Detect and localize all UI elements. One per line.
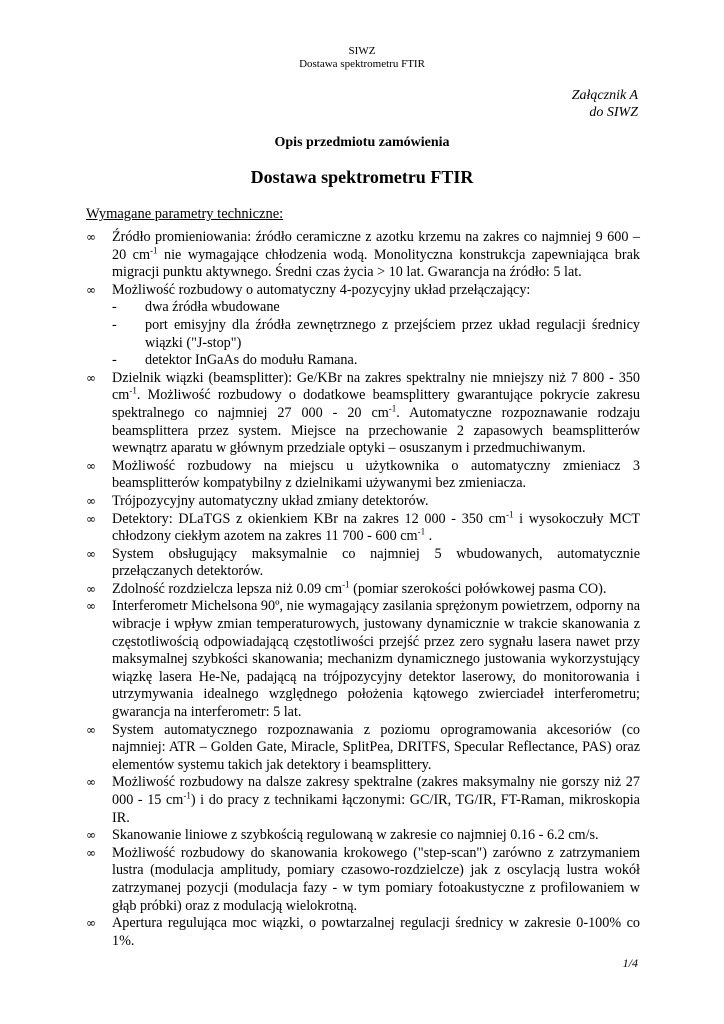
sub-list-item: - port emisyjny dla źródła zewnętrznego z przejściem przez układ regulacji średnicy wiązki ("J-stop")	[112, 316, 640, 351]
sub-list	[112, 299, 640, 369]
attachment-line-1: Załącznik A	[571, 88, 638, 103]
list-item: ∞ Dzielnik wiązki (beamsplitter): Ge/KBr na zakres spektralny nie mniejszy niż 7 800 - 350 $cm^{-1}$. Możliwość rozbudowy o dodatkowe beamsplittery gwarantujące pokrycie zakresu spektralnego co najmniej 27 000 - 20 $cm^{-1}$. Automatyczne rozpoznawanie rodzaju beamsplittera przez system. Miejsce na przechowanie 2 zapasowych beamsplitterów wewnątrz aparatu w głównym przedziale optyki – osuszanym i przedmuchiwanym.	[86, 369, 640, 457]
dash-icon: -	[112, 316, 117, 333]
section-heading: Opis przedmiotu zamówienia	[274, 135, 450, 150]
requirements-list	[86, 229, 640, 950]
bullet-icon: ∞	[86, 458, 96, 473]
bullet-icon: ∞	[86, 775, 96, 790]
sub-list-item: - dwa źródła wbudowane	[112, 299, 280, 316]
header-line-1: SIWZ	[348, 45, 376, 57]
bullet-icon: ∞	[86, 370, 96, 385]
document-title: Dostawa spektrometru FTIR	[250, 167, 474, 187]
dash-icon: -	[112, 352, 117, 369]
bullet-icon: ∞	[86, 845, 96, 860]
bullet-icon: ∞	[86, 230, 96, 244]
bullet-icon: ∞	[86, 599, 96, 614]
requirements-subtitle: Wymagane parametry techniczne:	[86, 206, 284, 222]
list-item: ∞ Zdolność rozdzielcza lepsza niż 0.09 $cm^{-1}$ (pomiar szerokości połówkowej pasma CO).	[86, 579, 607, 597]
list-item: ∞ Źródło promieniowania: źródło ceramiczne z azotku krzemu na zakres co najmniej 9 600 – 20 $cm^{-1}$ nie wymagające chłodzenia wodą. Monolityczna konstrukcja zapewniająca brak migracji punktu aktywnego. Średni czas życia > 10 lat. Gwarancja na źródło: 5 lat.	[86, 229, 640, 281]
bullet-icon: ∞	[86, 511, 96, 526]
bullet-icon: ∞	[86, 722, 96, 737]
list-item: ∞ Interferometr Michelsona 90º, nie wymagający zasilania sprężonym powietrzem, odporny na wibracje i wpływ zmian temperaturowych, justowany dynamicznie w trakcie skanowania z częstotliwością odpowiadającą częstotliwości przejść przez zero sygnału lasera nawet przy maksymalnej szybkości skanowania; mechanizm dynamicznego justowania wykorzystujący wiązkę lasera He-Ne, padającą na trójpozycyjny detektor laserowy, do monitorowania i utrzymywania idealnego względnego położenia kątowego zwierciadeł interferometru; gwarancja na interferometr: 5 lat.	[86, 598, 640, 721]
list-item: ∞ Możliwość rozbudowy o automatyczny 4-pozycyjny układ przełączający: - dwa źródła wbudowane - port emisyjny dla źródła zewnętrznego z przejściem przez układ regulacji średnicy wiązki ("J-stop") - detektor InGaAs do modułu Ramana.	[86, 281, 640, 369]
list-item: ∞ Skanowanie liniowe z szybkością regulowaną w zakresie co najmniej 0.16 - 6.2 cm/s.	[86, 827, 599, 844]
list-item: ∞ System automatycznego rozpoznawania z poziomu oprogramowania akcesoriów (co najmniej: ATR – Golden Gate, Miracle, SplitPea, DRITFS, Specular Reflectance, PAS) oraz elementów systemu takich jak detektory i beamsplittery.	[86, 721, 640, 773]
running-header	[0, 45, 724, 71]
list-item: ∞ Możliwość rozbudowy na dalsze zakresy spektralne (zakres maksymalny nie gorszy niż 27 000 - 15 $cm^{-1}$) i do pracy z technikami łączonymi: GC/IR, TG/IR, FT-Raman, mikroskopia IR.	[86, 774, 640, 826]
list-item: ∞ Detektory: DLaTGS z okienkiem KBr na zakres 12 000 - 350 $cm^{-1}$ i wysokoczuły MCT chłodzony ciekłym azotem na zakres 11 700 - 600 $cm^{-1}$ .	[86, 508, 640, 545]
attachment-line-2: do SIWZ	[589, 105, 638, 120]
bullet-icon: ∞	[86, 581, 96, 596]
bullet-icon: ∞	[86, 828, 96, 843]
list-item: ∞ Możliwość rozbudowy na miejscu u użytkownika o automatyczny zmieniacz 3 beamsplitterów kompatybilny z dzielnikami używanymi bez zmieniacza.	[86, 457, 640, 492]
list-item: ∞ Apertura regulująca moc wiązki, o powtarzalnej regulacji średnicy w zakresie 0-100% co 1%.	[86, 915, 640, 949]
bullet-icon: ∞	[86, 546, 96, 561]
list-item: ∞ Trójpozycyjny automatyczny układ zmiany detektorów.	[86, 492, 429, 509]
header-line-2: Dostawa spektrometru FTIR	[299, 58, 425, 70]
attachment-label	[572, 87, 638, 121]
page-number: 1/4	[622, 956, 638, 970]
list-item: ∞ Możliwość rozbudowy do skanowania krokowego ("step-scan") zarówno z zatrzymaniem lustra (modulacja amplitudy, pomiary czasowo-rozdzielcze) jak z oscylacją lustra wokół zatrzymanej pozycji (modulacja fazy - w tym pomiary fotoakustyczne z profilowaniem w głąb próbki) oraz z modulacją wielokrotną.	[86, 844, 640, 914]
sub-list-item: - detektor InGaAs do modułu Ramana.	[112, 352, 358, 369]
bullet-icon: ∞	[86, 493, 96, 508]
list-item: ∞ System obsługujący maksymalnie co najmniej 5 wbudowanych, automatycznie przełączanych detektorów.	[86, 545, 640, 580]
dash-icon: -	[112, 299, 117, 316]
bullet-icon: ∞	[86, 916, 96, 931]
bullet-icon: ∞	[86, 282, 96, 297]
